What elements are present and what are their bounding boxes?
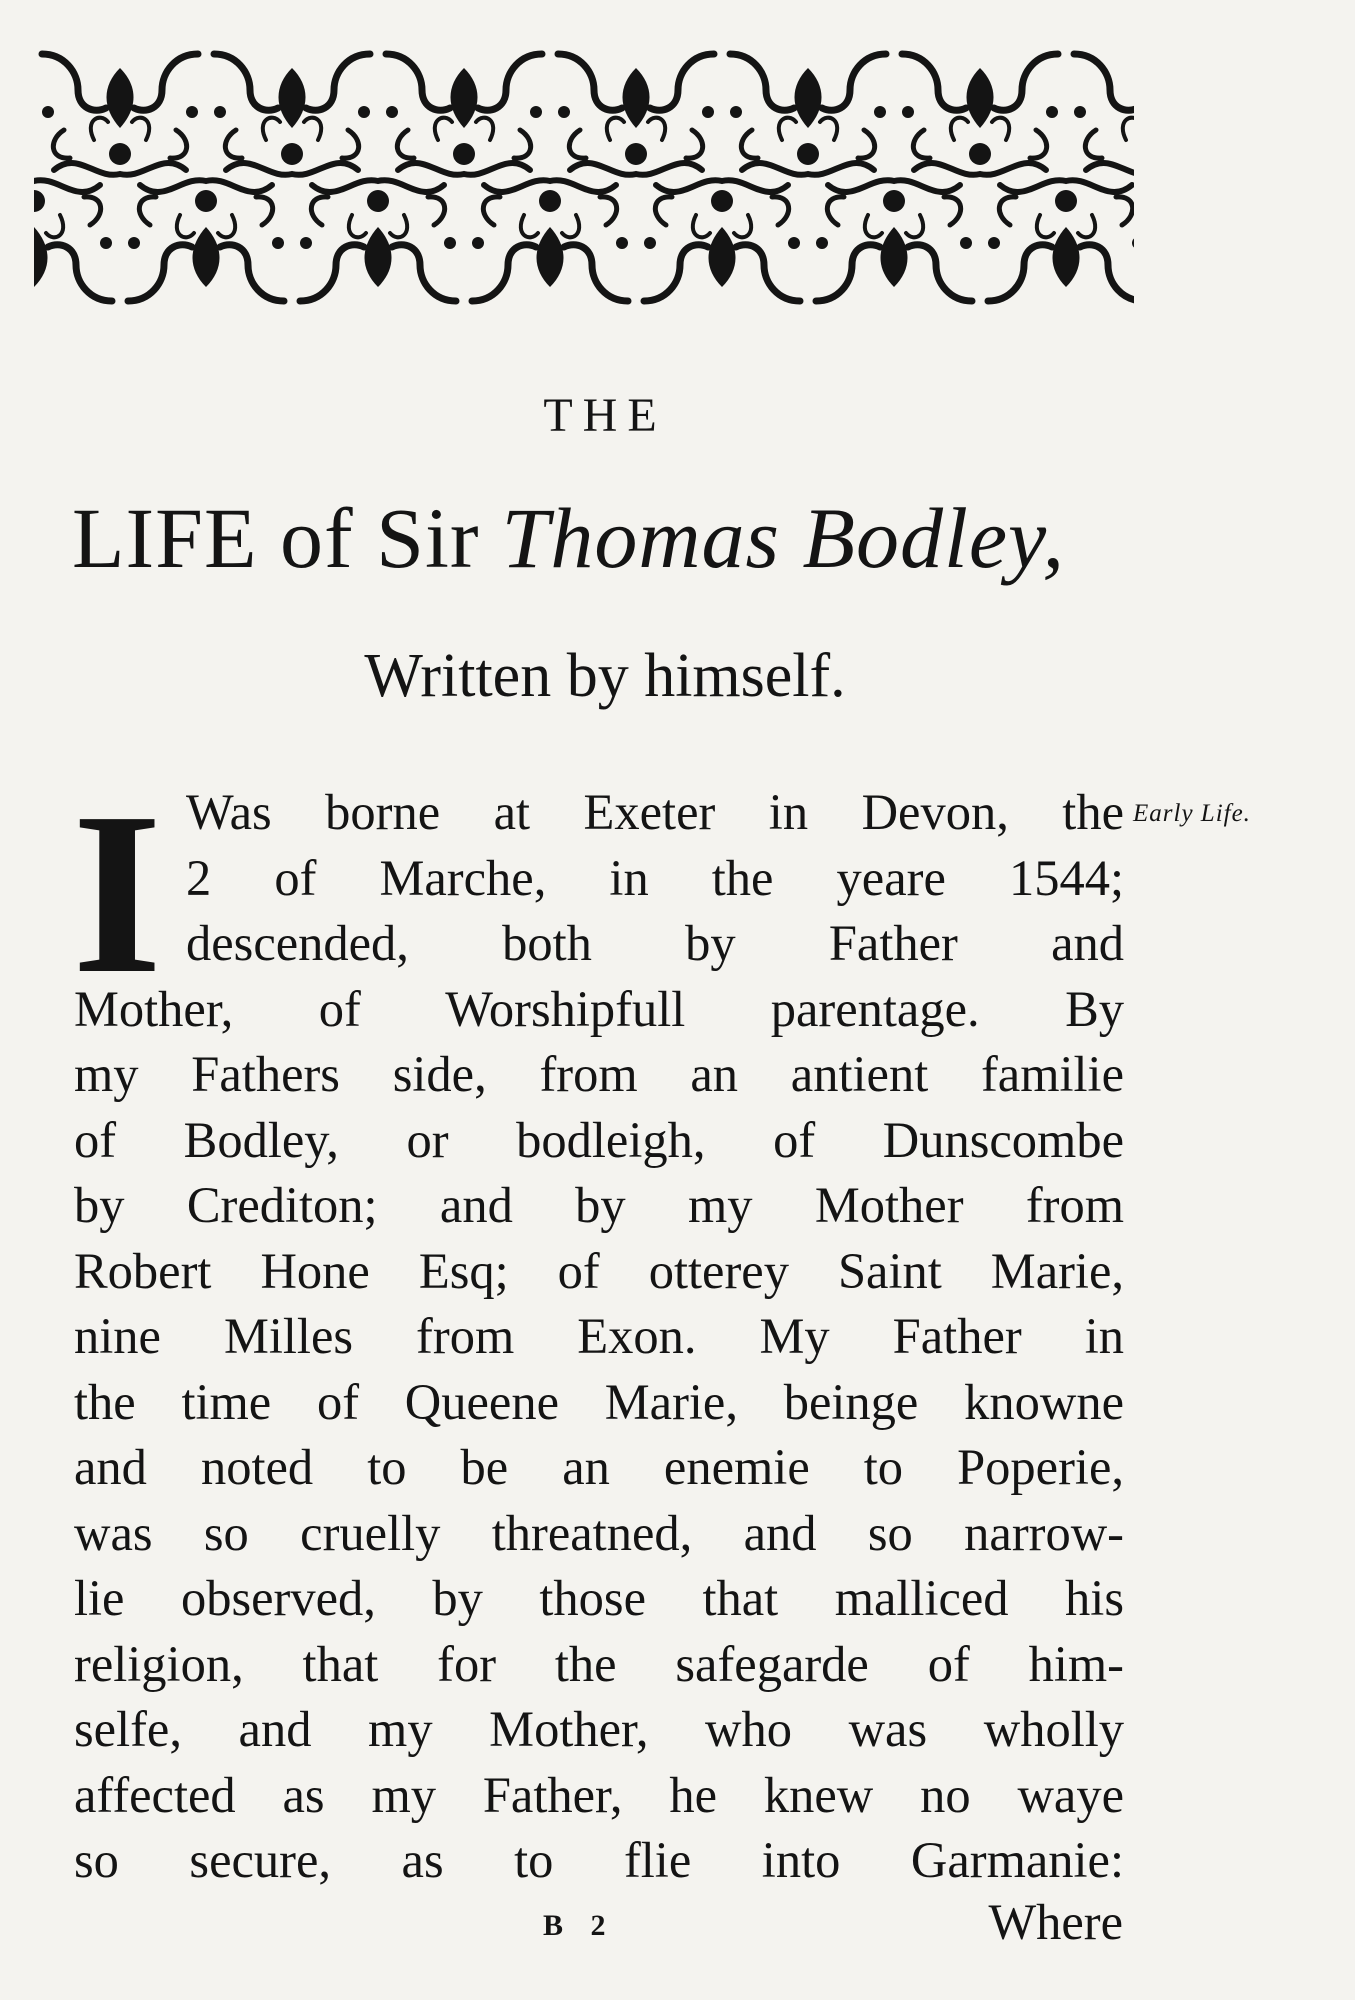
text-line: my Fathers side, from an antient familie <box>74 1046 1124 1102</box>
subtitle: Written by himself. <box>364 642 846 710</box>
margin-note: Early Life. <box>1133 800 1251 827</box>
text-line: and noted to be an enemie to Poperie, <box>74 1439 1124 1495</box>
body-text <box>72 765 1124 1894</box>
text-line: by Crediton; and by my Mother from <box>74 1177 1124 1233</box>
ornamental-headpiece <box>34 50 1134 305</box>
text-line: Was borne at Exeter in Devon, the <box>186 784 1124 840</box>
text-line: lie observed, by those that malliced his <box>74 1570 1124 1626</box>
text-line: so secure, as to flie into Garmanie: <box>74 1832 1124 1888</box>
page-title <box>72 490 1065 586</box>
text-line: 2 of Marche, in the yeare 1544; <box>186 849 1124 906</box>
text-line: selfe, and my Mother, who was wholly <box>74 1701 1124 1757</box>
text-line: religion, that for the safegarde of him- <box>74 1635 1124 1692</box>
text-line: nine Milles from Exon. My Father in <box>74 1308 1124 1364</box>
text-line: was so cruelly threatned, and so narrow- <box>74 1504 1124 1561</box>
title-name: Thomas Bodley, <box>501 490 1065 586</box>
title-the: THE <box>543 389 667 442</box>
signature-mark: B 2 <box>543 1909 616 1942</box>
catchword: Where <box>988 1894 1123 1950</box>
text-line: Mother, of Worshipfull parentage. By <box>74 980 1124 1037</box>
text-line: the time of Queene Marie, beinge knowne <box>74 1373 1124 1430</box>
text-line: descended, both by Father and <box>186 915 1124 971</box>
text-line: of Bodley, or bodleigh, of Dunscombe <box>74 1111 1124 1168</box>
page-footer <box>0 1894 1355 1957</box>
text-line: Robert Hone Esq; of otterey Saint Marie, <box>74 1242 1124 1299</box>
text-line: affected as my Father, he knew no waye <box>74 1766 1124 1823</box>
drop-cap: I <box>72 765 163 1022</box>
title-prefix: LIFE of Sir <box>72 490 480 586</box>
